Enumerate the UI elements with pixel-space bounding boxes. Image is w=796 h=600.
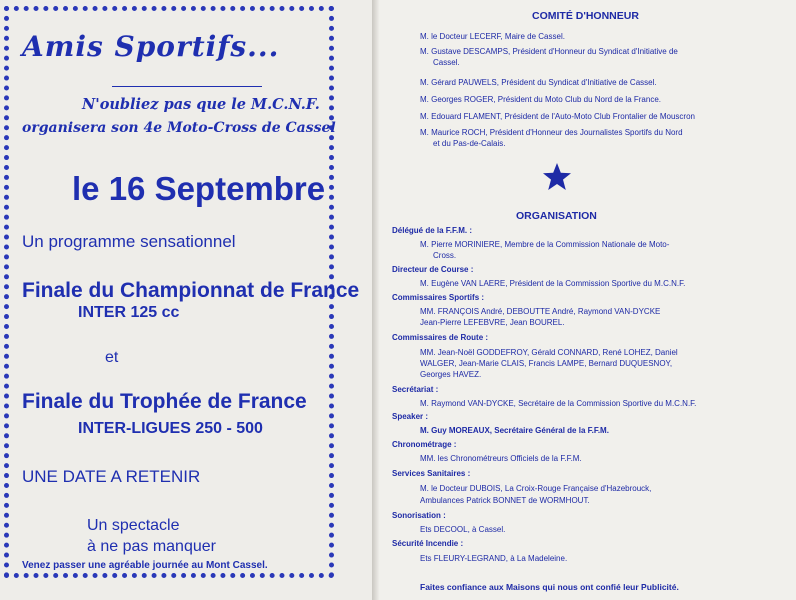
star-icon <box>542 162 572 192</box>
date-retenir: UNE DATE A RETENIR <box>22 467 201 486</box>
finale-championnat: Finale du Championnat de France <box>22 279 360 302</box>
section-line: M. Guy MOREAUX, Secrétaire Général de la F.F.M. <box>420 426 609 435</box>
event-date: le 16 Septembre <box>72 170 326 207</box>
comite-line: Cassel. <box>433 58 460 67</box>
organise-text: organisera son 4e Moto-Cross de Cassel <box>22 120 336 136</box>
section-line: MM. FRANÇOIS André, DEBOUTTE André, Raymond VAN-DYCKE <box>420 307 661 316</box>
section-label: Services Sanitaires : <box>392 469 471 478</box>
section-label: Secrétariat : <box>392 385 439 394</box>
comite-line: et du Pas-de-Calais. <box>433 139 506 148</box>
section-label: Sécurité Incendie : <box>392 539 464 548</box>
section-line: WALGER, Jean-Marie CLAIS, Francis LAMPE, Bernard DUQUESNOY, <box>420 359 673 368</box>
greeting-heading: Amis Sportifs... <box>22 30 280 63</box>
left-page <box>0 0 372 600</box>
section-line: MM. les Chronométreurs Officiels de la F.F.M. <box>420 454 582 463</box>
finale-trophee-class: INTER-LIGUES 250 - 500 <box>78 420 263 437</box>
section-line: M. le Docteur DUBOIS, La Croix-Rouge Française d'Hazebrouck, <box>420 484 652 493</box>
programme-text: Un programme sensationnel <box>22 232 236 251</box>
section-line: M. Raymond VAN-DYCKE, Secrétaire de la Commission Sportive du M.C.N.F. <box>420 399 697 408</box>
section-line: M. Eugène VAN LAERE, Président de la Commission Sportive du M.C.N.F. <box>420 279 686 288</box>
section-label: Commissaires de Route : <box>392 333 489 342</box>
comite-line: M. Edouard FLAMENT, Président de l'Auto-Moto Club Frontalier de Mouscron <box>420 112 695 121</box>
section-line: Ets FLEURY-LEGRAND, à La Madeleine. <box>420 554 568 563</box>
finale-championnat-class: INTER 125 cc <box>78 304 180 321</box>
section-label: Commissaires Sportifs : <box>392 293 485 302</box>
section-line: Jean-Pierre LEFEBVRE, Jean BOUREL. <box>420 318 565 327</box>
section-label: Chronométrage : <box>392 440 457 449</box>
section-label: Speaker : <box>392 412 429 421</box>
comite-line: M. le Docteur LECERF, Maire de Cassel. <box>420 32 565 41</box>
section-line: Cross. <box>433 251 457 260</box>
section-label: Sonorisation : <box>392 511 446 520</box>
spectacle-line-2: à ne pas manquer <box>87 538 216 555</box>
left-footer: Venez passer une agréable journée au Mont Cassel. <box>22 560 268 571</box>
section-line: M. Pierre MORINIERE, Membre de la Commission Nationale de Moto- <box>420 240 670 249</box>
spectacle-line-1: Un spectacle <box>87 517 180 534</box>
section-label: Délégué de la F.F.M. : <box>392 226 473 235</box>
finale-trophee: Finale du Trophée de France <box>22 390 307 413</box>
organisation-title: ORGANISATION <box>516 210 597 222</box>
comite-line: M. Maurice ROCH, Président d'Honneur des Journalistes Sportifs du Nord <box>420 128 683 137</box>
conjunction-et: et <box>105 349 119 366</box>
book-gutter <box>372 0 380 600</box>
comite-title: COMITÉ D'HONNEUR <box>532 10 639 22</box>
divider <box>112 86 262 87</box>
comite-line: M. Georges ROGER, Président du Moto Club du Nord de la France. <box>420 95 661 104</box>
section-line: MM. Jean-Noël GODDEFROY, Gérald CONNARD, René LOHEZ, Daniel <box>420 348 678 357</box>
reminder-text: N'oubliez pas que le M.C.N.F. <box>82 96 320 113</box>
section-line: Georges HAVEZ. <box>420 370 482 379</box>
section-line: Ambulances Patrick BONNET de WORMHOUT. <box>420 496 590 505</box>
comite-line: M. Gérard PAUWELS, Président du Syndicat d'Initiative de Cassel. <box>420 78 657 87</box>
section-label: Directeur de Course : <box>392 265 474 274</box>
section-line: Ets DECOOL, à Cassel. <box>420 525 506 534</box>
right-page <box>380 0 796 600</box>
right-footer: Faites confiance aux Maisons qui nous ont confié leur Publicité. <box>420 582 679 592</box>
comite-line: M. Gustave DESCAMPS, Président d'Honneur du Syndicat d'Initiative de <box>420 47 678 56</box>
